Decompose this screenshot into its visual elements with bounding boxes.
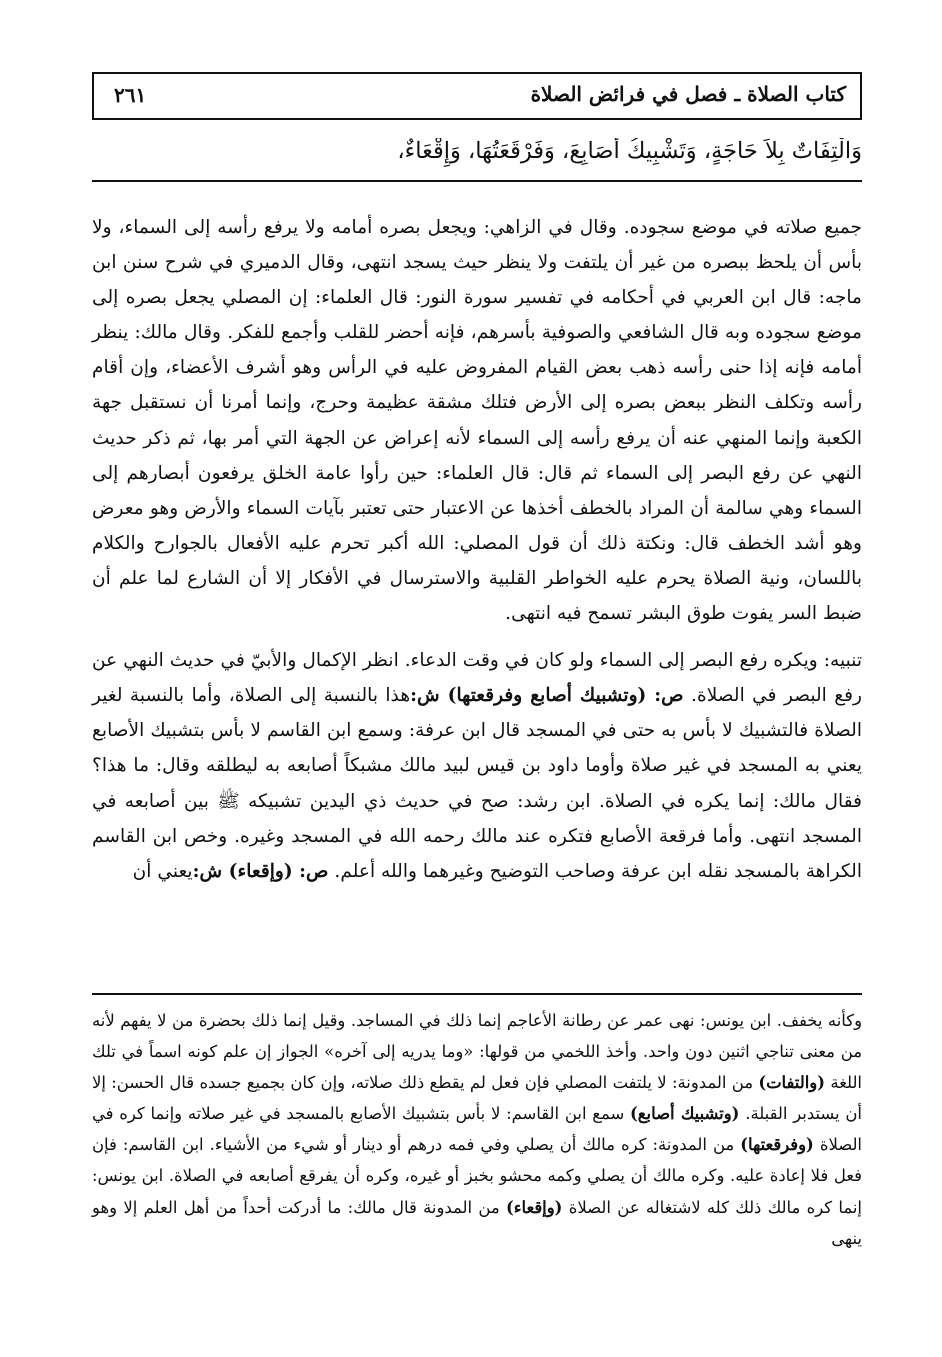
page-number: ٢٦١ bbox=[114, 83, 147, 107]
paragraph-text: هذا بالنسبة إلى الصلاة، وأما بالنسبة لغير الصلاة فالتشبيك لا بأس به حتى في المسجد قال ابن عرفة: وسمع ابن القاسم لا بأس بتشبيك الأصابع يعني به المسجد في غير صلاة وأوما داود بن قيس لبيد مالك مشبكاً أصابعه به ليطلقه وقال: ما هذا؟ فقال مالك: إنما يكره في الصلاة. ابن رشد: صح في حديث ذي اليدين تشبيكه ﷺ بين أصابعه في المسجد انتهى. وأما فرقعة الأصابع فتكره عند مالك رحمه الله في المسجد وغيره. وخص ابن القاسم الكراهة بالمسجد نقله ابن عرفة وصاحب التوضيح وغيرهما والله أعلم. bbox=[92, 685, 862, 882]
paragraph-text: يعني أن bbox=[132, 860, 193, 882]
sad-label: ص: bbox=[646, 685, 684, 707]
matn-text: وَالْتِفَاتٌ بِلاَ حَاجَةٍ، وَتَشْبِيكُ أَصَابِعَ، وَفَرْقَعَتُهَا، وَإِقْعَاءٌ، bbox=[397, 138, 862, 164]
footnote-text: من المدونة: لا يلتفت المصلي فإن فعل لم يقطع ذلك صلاته، وإن كان بجميع جسده قال الحسن: إلا أن يستدبر القبلة. bbox=[92, 1073, 862, 1124]
footnote-text: من المدونة: كره مالك أن يصلي وفي فمه درهم أو دينار أو شيء من الأشياء. ابن القاسم: فإن فعل فلا إعادة عليه. وكره مالك أن يصلي وكمه محشو بخبز أو غيره، وكره أن يفرقع أصابعه في الصلاة. ابن يونس: إنما كره مالك ذلك كله لاشتغاله عن الصلاة bbox=[92, 1135, 862, 1217]
running-header bbox=[92, 72, 862, 120]
footnote-text: من المدونة قال مالك: ما أدركت أحداً من أهل العلم إلا وهو ينهى bbox=[92, 1197, 862, 1248]
paragraph-text: تنبيه: ويكره رفع البصر إلى السماء ولو كان في وقت الدعاء. انظر الإكمال والأبيّ في حديث النهي عن رفع البصر في الصلاة. bbox=[92, 650, 862, 707]
shin-label: ش: bbox=[410, 685, 448, 707]
matn-divider bbox=[92, 180, 862, 182]
commentary-paragraph: جميع صلاته في موضع سجوده. وقال في الزاهي: ويجعل بصره أمامه ولا يرفع رأسه إلى السماء، ولا بأس أن يلحظ ببصره من غير أن يلتفت ولا ينظر حيث يسجد انتهى، وقال الدميري في شرح سنن ابن ماجه: قال ابن العربي في أحكامه في تفسير سورة النور: قال العلماء: إن المصلي يجعل بصره إلى موضع سجوده وبه قال الشافعي والصوفية بأسرهم، فإنه أحضر للقلب وأجمع للفكر. وقال مالك: ينظر أمامه فإنه إذا حنى رأسه ذهب بعض القيام المفروض عليه في الرأس وهو أشرف الأعضاء، وإن أقام رأسه وتكلف النظر ببعض بصره إلى الأرض فتلك مشقة عظيمة وحرج، وإنما أمرنا أن نستقبل جهة الكعبة وإنما المنهي عنه أن يرفع رأسه إلى السماء لأنه إعراض عن الجهة التي أمر بها، ثم ذكر حديث النهي عن رفع البصر إلى السماء ثم قال: قال العلماء: حين رأوا عامة الخلق يرفعون أبصارهم إلى السماء وهي سالمة أن المراد بالخطف أخذها عن الاعتبار حتى تعتبر بآيات السماء والأرض وهو معرض وهو أشد الخطف قال: ونكتة ذلك أن قول المصلي: الله أكبر تحرم عليه الأفعال بالجوارح والكلام باللسان، ونية الصلاة يحرم عليه الخواطر القلبية والاسترسال في الأفكار إلا أن الشارع لما علم أن ضبط السر يفوت طوق البشر تسمح فيه انتهى. bbox=[92, 217, 862, 625]
shin-label: ش: bbox=[192, 860, 229, 882]
footnote-quote: (وفرقعتها) bbox=[740, 1135, 814, 1155]
footnote-quote: (وإقعاء) bbox=[505, 1197, 563, 1217]
footnote-text: وكأنه يخفف. ابن يونس: نهى عمر عن رطانة الأعاجم إنما ذلك في المساجد. وقيل إنما ذلك بحضرة من لا يفهم لأنه من معنى تناجي اثنين دون واحد. وأخذ اللخمي من قولها: «وما يدريه إلى آخره» الجواز إن علم كونه اسماً في تلك اللغة bbox=[92, 1011, 862, 1093]
chapter-title: كتاب الصلاة ـ فصل في فرائض الصلاة bbox=[530, 82, 846, 106]
footnote-paragraph bbox=[92, 1005, 862, 1254]
sad-label: ص: bbox=[292, 860, 329, 882]
commentary-body bbox=[92, 210, 862, 889]
footnote-quote: (والتفات) bbox=[758, 1073, 825, 1093]
footnote-text: سمع ابن القاسم: لا بأس بتشبيك الأصابع بالمسجد في غير صلاته وإنما كره في الصلاة bbox=[92, 1104, 862, 1155]
footnotes-section bbox=[92, 1005, 862, 1254]
commentary-paragraph bbox=[92, 643, 862, 889]
matn-quote: (وتشبيك أصابع وفرقعتها) bbox=[447, 685, 647, 707]
footnote-quote: (وتشبيك أصابع) bbox=[630, 1104, 740, 1124]
matn-quote: (وإقعاء) bbox=[228, 860, 293, 882]
footnote-divider bbox=[92, 993, 862, 995]
